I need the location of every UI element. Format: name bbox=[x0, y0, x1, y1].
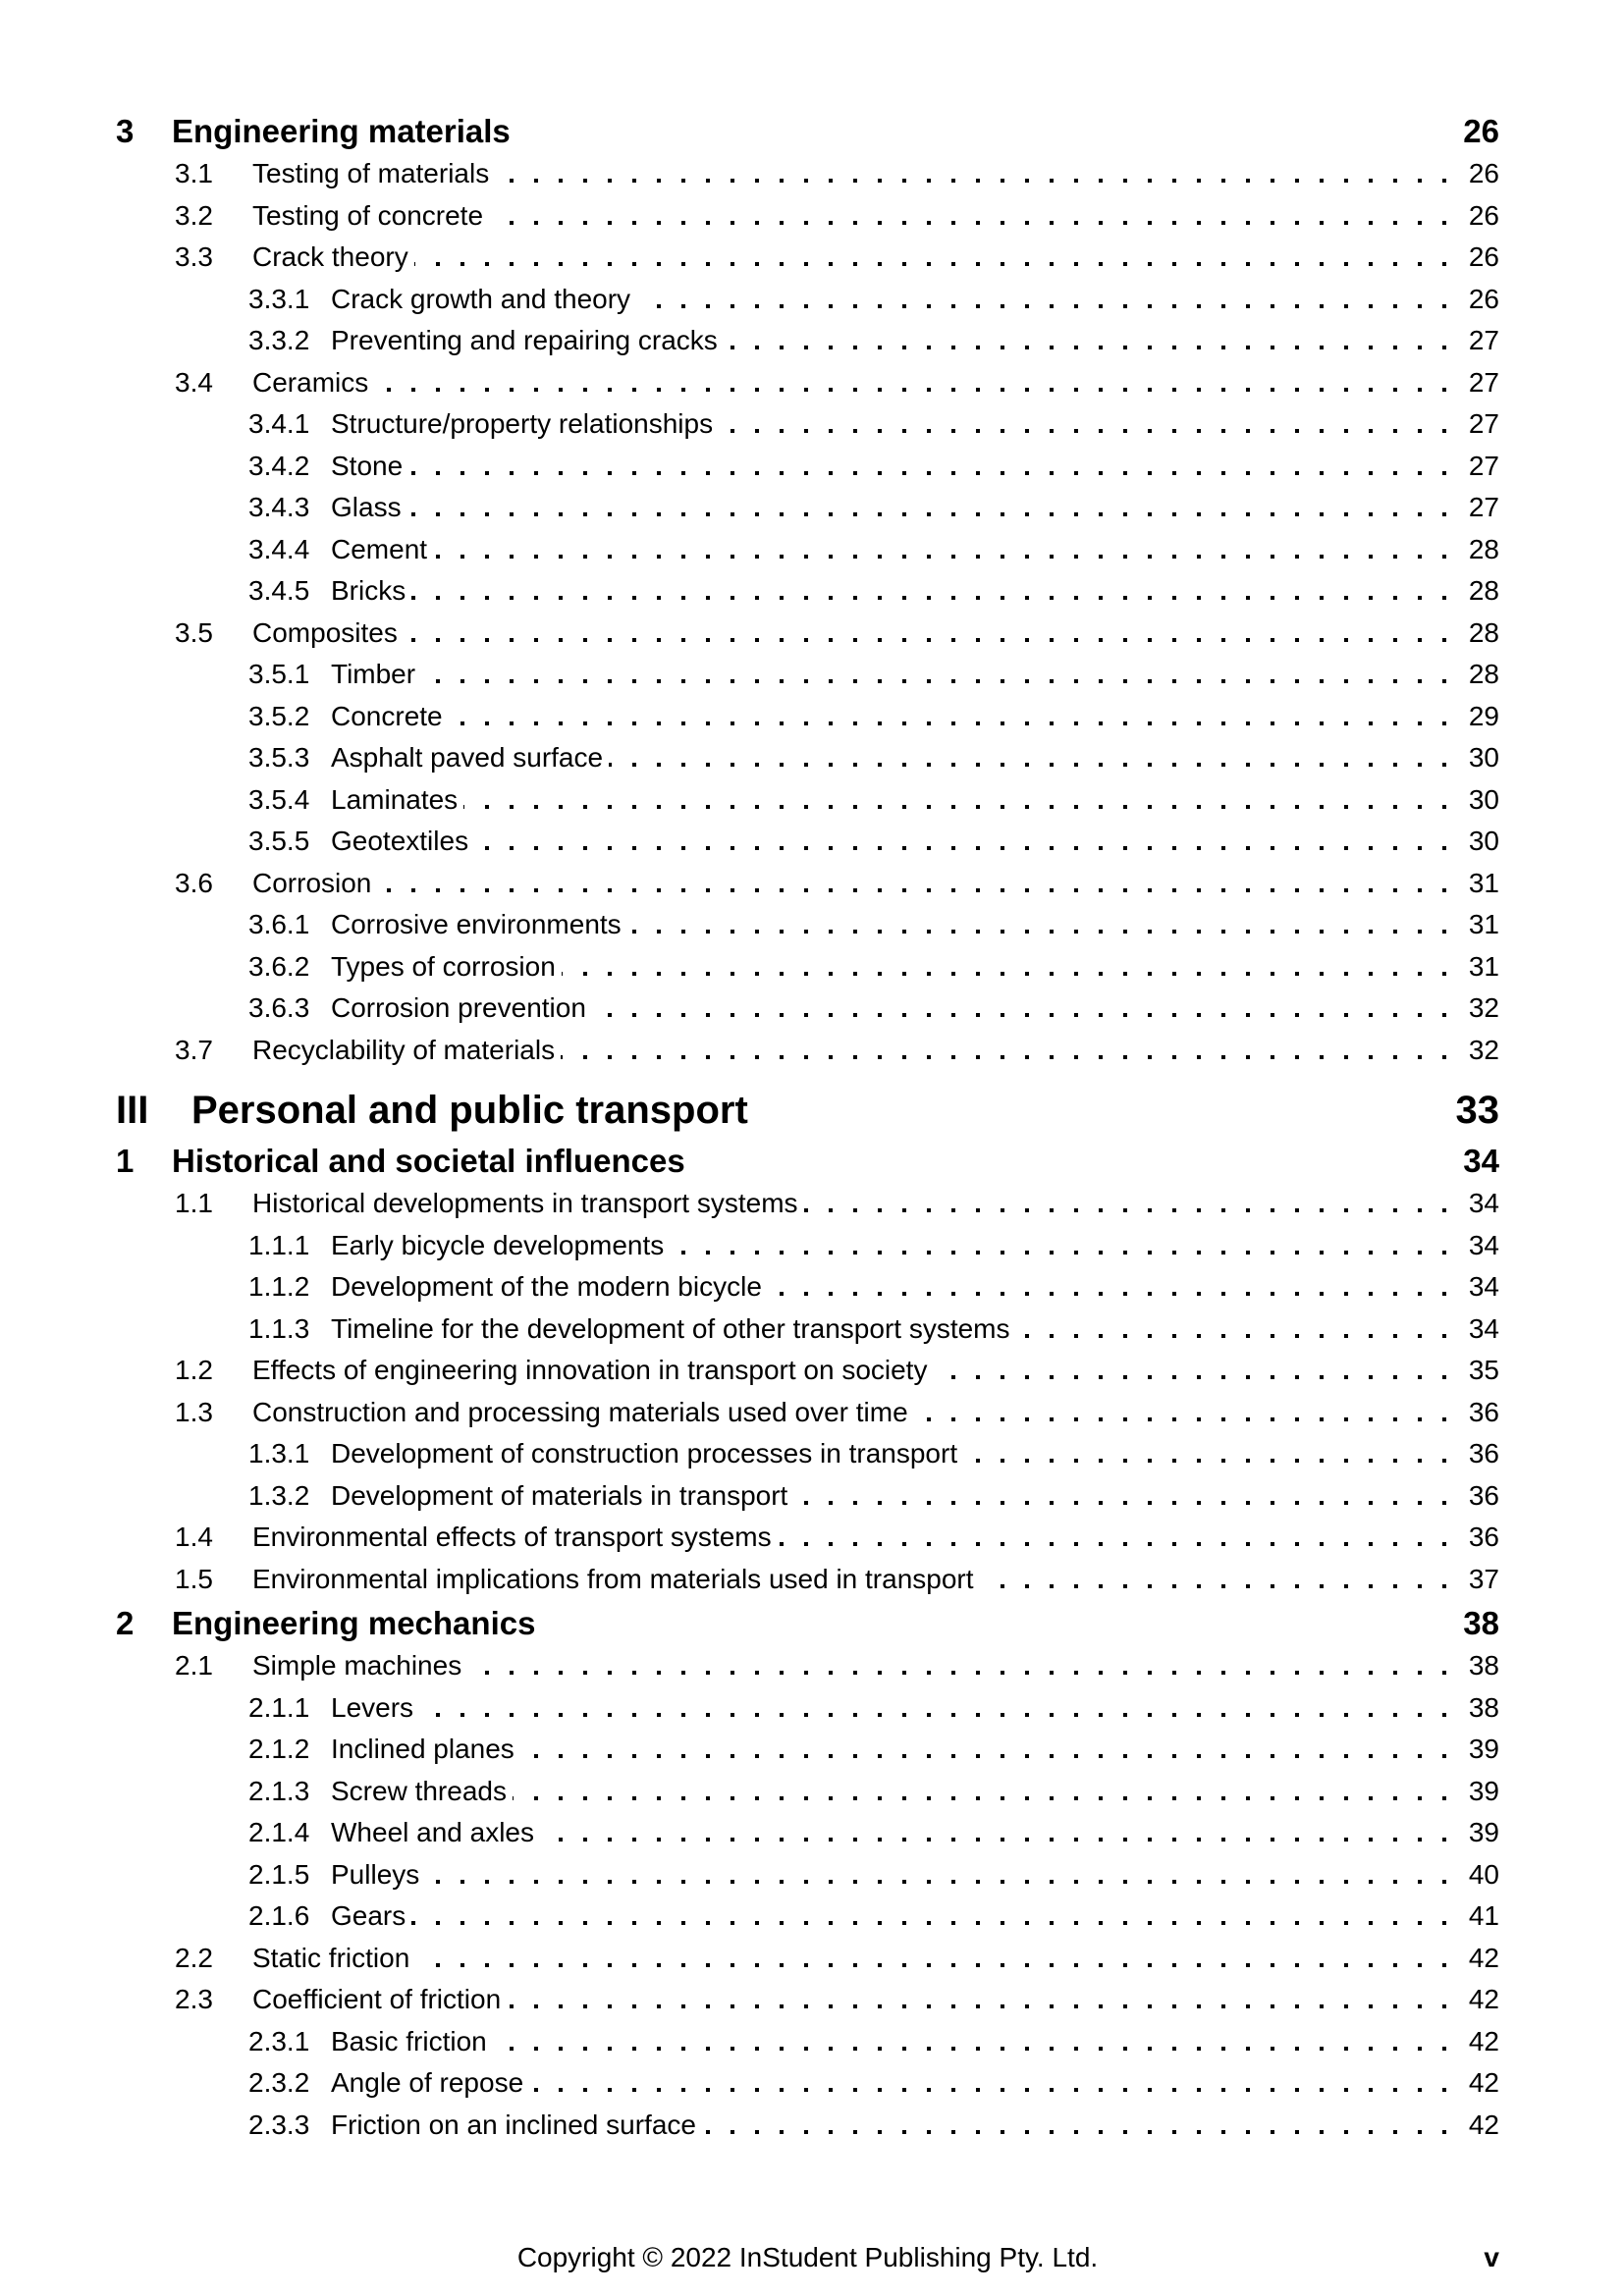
toc-entry-page: 28 bbox=[1468, 616, 1499, 648]
toc-entry-title: Screw threads bbox=[331, 1775, 507, 1806]
toc-entry-subsection[interactable] bbox=[116, 988, 1499, 1030]
toc-entry-number: 3.5.5 bbox=[248, 826, 310, 856]
toc-entry-title: Cement bbox=[331, 533, 428, 564]
toc-heading-number: 2 bbox=[116, 1605, 135, 1641]
toc-entry-number: 3.5.2 bbox=[248, 700, 310, 731]
dot-leader bbox=[374, 388, 1446, 392]
toc-entry-number: 3.5.1 bbox=[248, 659, 310, 689]
toc-entry-page: 36 bbox=[1468, 1522, 1499, 1552]
toc-entry-number: 3.2 bbox=[175, 199, 213, 231]
toc-entry-page: 26 bbox=[1468, 283, 1499, 314]
toc-entry-title: Crack growth and theory bbox=[331, 283, 631, 314]
toc-entry-number: 2.3.1 bbox=[248, 2025, 310, 2056]
toc-entry-title: Basic friction bbox=[331, 2025, 487, 2056]
toc-entry-page: 29 bbox=[1468, 700, 1499, 731]
toc-entry-subsection[interactable] bbox=[116, 1308, 1499, 1351]
dot-leader bbox=[724, 346, 1446, 349]
toc-entry-page: 36 bbox=[1468, 1479, 1499, 1511]
dot-leader bbox=[411, 1921, 1446, 1925]
toc-entry-number: 3.5.4 bbox=[248, 783, 310, 815]
toc-entry-page: 26 bbox=[1468, 199, 1499, 231]
dot-leader bbox=[562, 972, 1446, 976]
toc-entry-number: 3.4.2 bbox=[248, 450, 310, 481]
dot-leader bbox=[933, 1375, 1446, 1379]
toc-entry-page: 42 bbox=[1468, 2025, 1499, 2056]
toc-entry-page: 32 bbox=[1468, 992, 1499, 1023]
toc-entry-number: 2.1 bbox=[175, 1650, 213, 1681]
dot-leader bbox=[561, 1055, 1446, 1059]
toc-entry-number: 2.1.4 bbox=[248, 1817, 310, 1847]
dot-leader bbox=[778, 1542, 1446, 1546]
toc-entry-number: 2.1.5 bbox=[248, 1858, 310, 1890]
toc-entry-page: 41 bbox=[1468, 1900, 1499, 1931]
dot-leader bbox=[493, 2047, 1446, 2051]
toc-entry-number: 2.1.3 bbox=[248, 1775, 310, 1806]
toc-entry-page: 27 bbox=[1468, 492, 1499, 522]
toc-heading-title: Engineering mechanics bbox=[172, 1605, 536, 1641]
copyright-notice: Copyright © 2022 InStudent Publishing Pty. Ltd. bbox=[516, 2242, 1099, 2272]
toc-entry-title: Development of materials in transport bbox=[331, 1479, 788, 1511]
dot-leader bbox=[627, 930, 1446, 934]
dot-leader bbox=[407, 512, 1446, 516]
toc-entry-title: Composites bbox=[252, 616, 398, 648]
toc-entry-number: 3.3.1 bbox=[248, 283, 310, 314]
toc-entry-page: 35 bbox=[1468, 1355, 1499, 1385]
toc-entry-subsection[interactable] bbox=[116, 821, 1499, 863]
toc-entry-number: 2.2 bbox=[175, 1942, 213, 1973]
toc-entry-number: 1.3.1 bbox=[248, 1438, 310, 1468]
toc-entry-subsection[interactable] bbox=[116, 279, 1499, 321]
toc-entry-page: 27 bbox=[1468, 408, 1499, 439]
toc-entry-page: 39 bbox=[1468, 1817, 1499, 1847]
toc-entry-title: Gears bbox=[331, 1900, 406, 1931]
dot-leader bbox=[804, 1208, 1446, 1212]
dot-leader bbox=[520, 1754, 1446, 1758]
toc-entry-page: 27 bbox=[1468, 325, 1499, 355]
dot-leader bbox=[414, 262, 1446, 266]
toc-entry-number: 1.1.1 bbox=[248, 1229, 310, 1260]
toc-entry-subsection[interactable] bbox=[116, 1729, 1499, 1771]
toc-entry-title: Stone bbox=[331, 450, 404, 481]
toc-entry-subsection[interactable] bbox=[116, 529, 1499, 571]
toc-entry-number: 1.2 bbox=[175, 1355, 213, 1385]
toc-entry-number: 1.3 bbox=[175, 1396, 213, 1427]
toc-chapter-heading[interactable] bbox=[116, 110, 1499, 153]
toc-entry-page: 30 bbox=[1468, 742, 1499, 773]
toc-entry-section[interactable] bbox=[116, 1350, 1499, 1392]
toc-entry-subsection[interactable] bbox=[116, 779, 1499, 822]
toc-entry-page: 36 bbox=[1468, 1438, 1499, 1468]
toc-heading-title: Personal and public transport bbox=[191, 1089, 748, 1132]
toc-chapter-heading[interactable] bbox=[116, 1602, 1499, 1645]
toc-entry-subsection[interactable] bbox=[116, 737, 1499, 779]
toc-entry-page: 27 bbox=[1468, 450, 1499, 481]
toc-entry-number: 1.1.3 bbox=[248, 1312, 310, 1344]
dot-leader bbox=[609, 763, 1446, 767]
toc-entry-title: Static friction bbox=[252, 1942, 410, 1973]
toc-entry-title: Bricks bbox=[331, 575, 406, 606]
toc-entry-page: 30 bbox=[1468, 826, 1499, 856]
toc-entry-page: 42 bbox=[1468, 1984, 1499, 2014]
dot-leader bbox=[980, 1584, 1446, 1588]
toc-entry-subsection[interactable] bbox=[116, 696, 1499, 738]
toc-entry-section[interactable] bbox=[116, 362, 1499, 404]
toc-entry-page: 40 bbox=[1468, 1858, 1499, 1890]
toc-entry-page: 28 bbox=[1468, 575, 1499, 606]
toc-entry-title: Ceramics bbox=[252, 366, 369, 398]
toc-entry-section[interactable] bbox=[116, 1559, 1499, 1601]
toc-entry-page: 42 bbox=[1468, 1942, 1499, 1973]
toc-entry-section[interactable] bbox=[116, 1030, 1499, 1072]
toc-entry-subsection[interactable] bbox=[116, 904, 1499, 946]
toc-heading-title: Engineering materials bbox=[172, 113, 511, 149]
toc-entry-number: 3.7 bbox=[175, 1034, 213, 1065]
toc-entry-subsection[interactable] bbox=[116, 403, 1499, 446]
toc-entry-title: Recyclability of materials bbox=[252, 1034, 556, 1065]
toc-entry-number: 3.4.3 bbox=[248, 492, 310, 522]
toc-entry-page: 31 bbox=[1468, 950, 1499, 982]
toc-heading-page: 26 bbox=[1463, 113, 1499, 149]
dot-leader bbox=[489, 221, 1446, 225]
toc-entry-title: Glass bbox=[331, 492, 402, 522]
dot-leader bbox=[914, 1417, 1446, 1421]
toc-entry-number: 3.3.2 bbox=[248, 325, 310, 355]
toc-entry-title: Historical developments in transport systems bbox=[252, 1188, 798, 1218]
toc-entry-subsection[interactable] bbox=[116, 1854, 1499, 1896]
toc-entry-number: 3.5 bbox=[175, 616, 213, 648]
toc-entry-title: Environmental implications from materials used in transport bbox=[252, 1563, 974, 1594]
toc-entry-page: 39 bbox=[1468, 1775, 1499, 1806]
toc-entry-number: 3.4 bbox=[175, 366, 213, 398]
dot-leader bbox=[415, 1963, 1446, 1967]
dot-leader bbox=[592, 1013, 1446, 1017]
toc-entry-section[interactable] bbox=[116, 1517, 1499, 1559]
toc-entry-page: 27 bbox=[1468, 366, 1499, 398]
toc-entry-subsection[interactable] bbox=[116, 570, 1499, 613]
toc-entry-section[interactable] bbox=[116, 613, 1499, 655]
toc-entry-page: 28 bbox=[1468, 533, 1499, 564]
toc-entry-subsection[interactable] bbox=[116, 1896, 1499, 1938]
toc-entry-page: 38 bbox=[1468, 1650, 1499, 1681]
dot-leader bbox=[421, 679, 1446, 683]
toc-entry-page: 31 bbox=[1468, 909, 1499, 939]
dot-leader bbox=[540, 1838, 1446, 1842]
toc-entry-subsection[interactable] bbox=[116, 2062, 1499, 2105]
toc-entry-title: Concrete bbox=[331, 700, 443, 731]
toc-entry-title: Simple machines bbox=[252, 1650, 462, 1681]
dot-leader bbox=[529, 2088, 1446, 2092]
toc-entry-page: 42 bbox=[1468, 2067, 1499, 2098]
toc-entry-subsection[interactable] bbox=[116, 1266, 1499, 1308]
toc-entry-number: 3.6.3 bbox=[248, 992, 310, 1023]
toc-entry-subsection[interactable] bbox=[116, 1687, 1499, 1730]
toc-heading-number: 3 bbox=[116, 113, 135, 149]
toc-entry-subsection[interactable] bbox=[116, 446, 1499, 488]
toc-entry-title: Development of the modern bicycle bbox=[331, 1271, 762, 1302]
toc-entry-subsection[interactable] bbox=[116, 654, 1499, 696]
toc-entry-page: 38 bbox=[1468, 1691, 1499, 1723]
toc-entry-subsection[interactable] bbox=[116, 487, 1499, 529]
toc-entry-page: 34 bbox=[1468, 1271, 1499, 1302]
toc-entry-title: Corrosive environments bbox=[331, 909, 622, 939]
toc-entry-title: Early bicycle developments bbox=[331, 1229, 665, 1260]
toc-entry-title: Pulleys bbox=[331, 1858, 420, 1890]
toc-entry-title: Laminates bbox=[331, 783, 459, 815]
dot-leader bbox=[495, 179, 1446, 183]
toc-entry-subsection[interactable] bbox=[116, 2021, 1499, 2063]
toc-entry-number: 3.1 bbox=[175, 158, 213, 188]
toc-entry-title: Crack theory bbox=[252, 241, 408, 272]
toc-entry-subsection[interactable] bbox=[116, 1812, 1499, 1854]
dot-leader bbox=[513, 1796, 1446, 1800]
toc-entry-subsection[interactable] bbox=[116, 946, 1499, 988]
toc-heading-number: III bbox=[116, 1089, 149, 1132]
toc-entry-section[interactable] bbox=[116, 1183, 1499, 1225]
toc-heading-number: 1 bbox=[116, 1143, 135, 1179]
toc-entry-number: 1.1 bbox=[175, 1188, 213, 1218]
toc-entry-subsection[interactable] bbox=[116, 1771, 1499, 1813]
toc-entry-title: Effects of engineering innovation in transport on society bbox=[252, 1355, 928, 1385]
toc-part-heading[interactable] bbox=[116, 1083, 1499, 1138]
toc-entry-number: 2.3 bbox=[175, 1984, 213, 2014]
toc-entry-title: Wheel and axles bbox=[331, 1817, 535, 1847]
toc-entry-page: 26 bbox=[1468, 158, 1499, 188]
toc-entry-page: 37 bbox=[1468, 1563, 1499, 1594]
dot-leader bbox=[793, 1501, 1446, 1505]
toc-entry-title: Asphalt paved surface bbox=[331, 742, 604, 773]
toc-entry-title: Development of construction processes in transport bbox=[331, 1438, 958, 1468]
toc-chapter-heading[interactable] bbox=[116, 1140, 1499, 1183]
toc-entry-page: 28 bbox=[1468, 659, 1499, 689]
dot-leader bbox=[1016, 1334, 1447, 1338]
toc-entry-subsection[interactable] bbox=[116, 1225, 1499, 1267]
toc-entry-page: 32 bbox=[1468, 1034, 1499, 1065]
table-of-contents bbox=[116, 108, 1499, 2146]
toc-heading-title: Historical and societal influences bbox=[172, 1143, 685, 1179]
dot-leader bbox=[463, 805, 1446, 809]
dot-leader bbox=[670, 1251, 1446, 1255]
toc-entry-section[interactable] bbox=[116, 1938, 1499, 1980]
dot-leader bbox=[411, 596, 1446, 600]
toc-heading-page: 33 bbox=[1455, 1089, 1499, 1132]
toc-entry-section[interactable] bbox=[116, 1392, 1499, 1434]
toc-entry-title: Levers bbox=[331, 1691, 414, 1723]
toc-entry-title: Structure/property relationships bbox=[331, 408, 714, 439]
dot-leader bbox=[768, 1292, 1446, 1296]
toc-entry-number: 3.4.4 bbox=[248, 533, 310, 564]
toc-entry-number: 2.1.6 bbox=[248, 1900, 310, 1931]
toc-entry-page: 34 bbox=[1468, 1312, 1499, 1344]
toc-entry-number: 2.1.2 bbox=[248, 1734, 310, 1764]
toc-entry-subsection[interactable] bbox=[116, 2105, 1499, 2147]
toc-entry-title: Geotextiles bbox=[331, 826, 469, 856]
toc-entry-title: Testing of concrete bbox=[252, 199, 484, 231]
toc-entry-section[interactable] bbox=[116, 1979, 1499, 2021]
toc-entry-title: Corrosion bbox=[252, 867, 372, 898]
toc-entry-page: 26 bbox=[1468, 241, 1499, 272]
toc-entry-subsection[interactable] bbox=[116, 1475, 1499, 1518]
dot-leader bbox=[404, 638, 1446, 642]
dot-leader bbox=[702, 2130, 1446, 2134]
dot-leader bbox=[963, 1459, 1446, 1463]
toc-entry-subsection[interactable] bbox=[116, 320, 1499, 362]
folio-page-number: v bbox=[1484, 2242, 1499, 2272]
toc-entry-page: 30 bbox=[1468, 783, 1499, 815]
toc-entry-title: Inclined planes bbox=[331, 1734, 514, 1764]
toc-entry-title: Environmental effects of transport systems bbox=[252, 1522, 772, 1552]
toc-entry-number: 3.6.2 bbox=[248, 950, 310, 982]
dot-leader bbox=[467, 1671, 1446, 1675]
toc-entry-section[interactable] bbox=[116, 153, 1499, 195]
toc-entry-title: Corrosion prevention bbox=[331, 992, 586, 1023]
toc-entry-page: 34 bbox=[1468, 1229, 1499, 1260]
page-footer bbox=[116, 2241, 1499, 2274]
dot-leader bbox=[449, 721, 1446, 725]
toc-entry-section[interactable] bbox=[116, 195, 1499, 238]
toc-entry-page: 31 bbox=[1468, 867, 1499, 898]
toc-entry-number: 1.1.2 bbox=[248, 1271, 310, 1302]
toc-entry-number: 1.5 bbox=[175, 1563, 213, 1594]
dot-leader bbox=[408, 471, 1446, 475]
toc-entry-title: Timber bbox=[331, 659, 416, 689]
dot-leader bbox=[507, 2004, 1446, 2008]
toc-entry-number: 2.1.1 bbox=[248, 1691, 310, 1723]
toc-entry-page: 42 bbox=[1468, 2109, 1499, 2140]
toc-entry-number: 2.3.2 bbox=[248, 2067, 310, 2098]
toc-entry-title: Construction and processing materials used over time bbox=[252, 1396, 908, 1427]
dot-leader bbox=[474, 846, 1446, 850]
toc-entry-title: Testing of materials bbox=[252, 158, 490, 188]
toc-entry-number: 3.6.1 bbox=[248, 909, 310, 939]
toc-entry-page: 39 bbox=[1468, 1734, 1499, 1764]
toc-entry-page: 34 bbox=[1468, 1188, 1499, 1218]
toc-entry-number: 2.3.3 bbox=[248, 2109, 310, 2140]
toc-entry-number: 3.4.5 bbox=[248, 575, 310, 606]
dot-leader bbox=[425, 1880, 1446, 1884]
dot-leader bbox=[636, 304, 1446, 308]
toc-entry-title: Types of corrosion bbox=[331, 950, 556, 982]
toc-entry-title: Friction on an inclined surface bbox=[331, 2109, 696, 2140]
toc-entry-section[interactable] bbox=[116, 863, 1499, 905]
toc-entry-number: 3.3 bbox=[175, 241, 213, 272]
dot-leader bbox=[419, 1713, 1446, 1717]
toc-entry-title: Preventing and repairing cracks bbox=[331, 325, 718, 355]
toc-entry-number: 1.4 bbox=[175, 1522, 213, 1552]
toc-entry-number: 3.4.1 bbox=[248, 408, 310, 439]
toc-heading-page: 38 bbox=[1463, 1605, 1499, 1641]
toc-entry-section[interactable] bbox=[116, 1645, 1499, 1687]
dot-leader bbox=[377, 888, 1446, 892]
toc-heading-page: 34 bbox=[1463, 1143, 1499, 1179]
toc-entry-title: Timeline for the development of other transport systems bbox=[331, 1312, 1010, 1344]
toc-entry-number: 3.6 bbox=[175, 867, 213, 898]
dot-leader bbox=[433, 555, 1446, 559]
toc-entry-page: 36 bbox=[1468, 1396, 1499, 1427]
toc-entry-number: 3.5.3 bbox=[248, 742, 310, 773]
toc-entry-number: 1.3.2 bbox=[248, 1479, 310, 1511]
toc-entry-title: Coefficient of friction bbox=[252, 1984, 502, 2014]
toc-entry-section[interactable] bbox=[116, 237, 1499, 279]
toc-entry-subsection[interactable] bbox=[116, 1433, 1499, 1475]
toc-entry-title: Angle of repose bbox=[331, 2067, 524, 2098]
dot-leader bbox=[719, 429, 1446, 433]
